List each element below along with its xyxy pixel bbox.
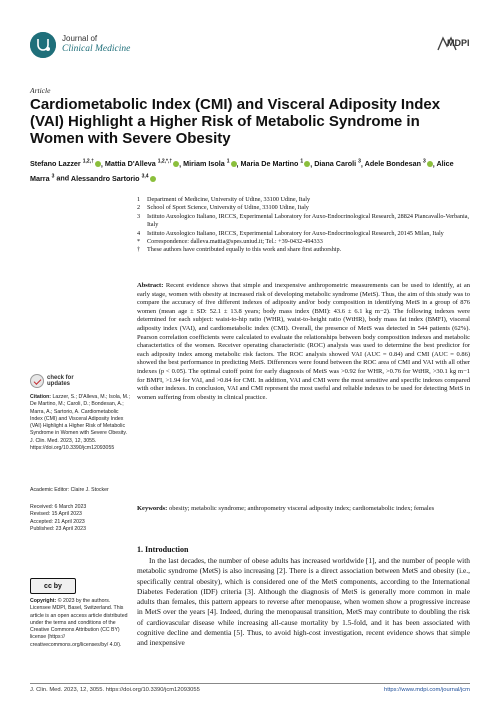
author-separator: ,	[360, 159, 365, 169]
author-name[interactable]: Maria De Martino $^1$	[241, 159, 311, 168]
article-title: Cardiometabolic Index (CMI) and Visceral Adiposity Index (VAI) Highlight a Higher Risk of Metabolic Syndrome in Women with Severe Obesity	[30, 96, 441, 147]
cc-by-license-icon[interactable]	[30, 578, 76, 594]
journal-name-line2: Clinical Medicine	[62, 44, 131, 54]
author-affiliation-marker: 3	[422, 159, 426, 165]
publisher-name: MDPI	[447, 38, 470, 48]
copyright-label: Copyright:	[30, 598, 57, 604]
check-updates-line2: updates	[47, 381, 71, 387]
article-type: Article	[30, 86, 51, 95]
check-updates-icon	[30, 374, 44, 388]
page-footer	[30, 683, 470, 693]
affiliation-text: These authors have contributed equally to this work and share first authorship.	[147, 246, 342, 254]
academic-editor: Academic Editor: Claire J. Stocker	[30, 487, 109, 493]
author-name[interactable]: Miriam Isola $^1$	[183, 159, 236, 168]
affiliation-number: †	[137, 246, 141, 254]
affiliation-number: *	[137, 238, 141, 246]
orcid-icon[interactable]	[150, 176, 156, 182]
affiliation-text: Istituto Auxologico Italiano, IRCCS, Experimental Laboratory for Auxo-Endocrinological Research, 20145 Milan, Italy	[147, 229, 444, 237]
footer-journal-link[interactable]: https://www.mdpi.com/journal/jcm	[383, 687, 470, 693]
date-received: Received: 6 March 2023	[30, 504, 87, 510]
affiliation-text: Department of Medicine, University of Udine, 33100 Udine, Italy	[147, 196, 311, 203]
affiliation-number: 1	[137, 196, 141, 203]
author-separator: ,	[310, 159, 315, 169]
date-published: Published: 23 April 2023	[30, 525, 86, 532]
author-affiliation-marker: 3	[358, 159, 361, 165]
affiliation-number: 4	[137, 229, 141, 237]
affiliation-number: 2	[137, 204, 141, 212]
copyright	[30, 598, 130, 649]
affiliation-text: Correspondence: dalleva.mattia@spes.uniud.it; Tel.: +39-0432-494333	[147, 238, 323, 246]
author-affiliation-marker: 1	[300, 159, 304, 165]
affiliations	[137, 196, 470, 255]
intro-paragraph: In the last decades, the number of obese adults has increased worldwide [1], and the number of people with metabolic syndrome (MetS) is also increasing [2]. There is a direct association between MetS and obesity (i.e., specifically central obesity), which is considered one of the MetS components, according to the International Diabetes Federation (IDF) criteria [3]. Although the diagnosis of MetS is generally more common in male adults than females, this pattern appears to reverse after menopause, when women show a progressive increase in MetS over the years [4]. Indeed, during the menopausal transition, MetS may contribute to doubling the risk of cardiovascular disease while increasing all-cause mortality by 1.5-fold, and it has been associated with cognitive decline and dementia [5]. Thus, to avoid high-cost investigation, recent evidence shows that simple and inexpensive	[137, 556, 470, 648]
abstract-label: Abstract:	[137, 282, 164, 289]
journal-name	[62, 34, 130, 54]
author-name[interactable]: Alice Marra $^3$	[30, 159, 454, 183]
author-separator: ,	[432, 159, 437, 169]
author-separator: ,	[236, 159, 241, 169]
cc-label: cc by	[44, 582, 62, 590]
author-affiliation-marker: 1	[226, 159, 230, 165]
author-name[interactable]: Alessandro Sartorio $^{3,4}$	[71, 174, 156, 183]
affiliation-text: School of Sport Science, University of Udine, 33100 Udine, Italy	[147, 204, 309, 212]
author-affiliation-marker: 3	[51, 173, 55, 180]
affiliation-item	[137, 204, 470, 212]
author-separator: ,	[100, 159, 105, 169]
journal-name-line1: Journal of	[62, 34, 98, 43]
affiliation-item	[137, 246, 470, 254]
check-for-updates-button[interactable]	[30, 372, 100, 390]
keywords-text: obesity; metabolic syndrome; anthropometry visceral adiposity index; cardiometabolic index; females	[168, 505, 435, 512]
date-revised: Revised: 15 April 2023	[30, 511, 82, 518]
section-heading: 1. Introduction	[137, 545, 189, 554]
author-affiliation-marker: 1,2,†	[82, 159, 94, 165]
author-name[interactable]: Diana Caroli $^3$	[314, 159, 361, 169]
dates	[30, 504, 130, 533]
author-affiliation-marker: 3,4	[141, 173, 149, 180]
author-name[interactable]: Mattia D'Alleva $^{1,2,*,\dagger}$	[105, 159, 179, 168]
copyright-text: © 2023 by the authors. Licensee MDPI, Basel, Switzerland. This article is an open access article distributed under the terms and conditions of the Creative Commons Attribution (CC BY) license (https:// creativecommons.org/licenses/by/ 4.0/).	[30, 598, 128, 648]
author-list	[30, 156, 470, 185]
keywords	[137, 505, 470, 514]
stethoscope-icon	[30, 32, 56, 58]
affiliation-item	[137, 238, 470, 246]
footer-citation[interactable]: J. Clin. Med. 2023, 12, 3055. https://doi.org/10.3390/jcm12093055	[30, 687, 200, 693]
author-separator: ,	[179, 159, 184, 169]
author-name[interactable]: Adele Bondesan $^3$	[365, 159, 433, 168]
abstract-text: Recent evidence shows that simple and inexpensive anthropometric measurements can be used to identify, at an early stage, women with obesity at increased risk of developing metabolic syndrome (MetS). Thus, the aim of this study was to compare the accuracy of five different indexes of adiposity and/or body composition in identifying MetS in a group of 876 women (mean age ± SD: 52.1 ± 13.8 years; body mass index (BMI): 43.6 ± 6.1 kg m−2). The following indexes were determined for each subject: waist-to-hip ratio (WHR), waist-to-height ratio (WtHR), body mass fat index (BMFI), visceral adiposity index (VAI), and cardiometabolic index (CMI). Overall, the presence of MetS was detected in 544 patients (62%). Pearson correlation coefficients were calculated to evaluate the relationships between body composition indexes and metabolic characteristics of the women. Receiver operating characteristic (ROC) analysis was used to determine the best predictor for each adiposity index among metabolic risk factors. The ROC analysis showed VAI (AUC = 0.84) and CMI (AUC = 0.86) showed the best performance in predicting MetS. Differences were found between the ROC area of CMI and VAI with all other indexes (p < 0.05). The optimal cutoff point for early diagnosis of MetS was >0.92 for WHR, >0.76 for WtHR, >30.1 kg m−1 for BMFI, >1.94 for VAI, and >0.84 for CMI. In addition, VAI and CMI were the most sensitive and specific indexes compared with other indexes. In conclusion, VAI and CMI represent the most useful and reliable indexes to be used for detecting MetS in women suffering from obesity in clinical practice.	[137, 282, 470, 401]
author-separator: and	[54, 173, 71, 183]
citation-label: Citation:	[30, 394, 52, 400]
introduction	[137, 556, 470, 649]
citation	[30, 394, 130, 452]
date-accepted: Accepted: 21 April 2023	[30, 518, 85, 525]
affiliation-item	[137, 196, 470, 204]
affiliation-item	[137, 213, 470, 230]
citation-text: Lazzer, S.; D'Alleva, M.; Isola, M.; De Martino, M.; Caroli, D.; Bondesan, A.; Marra, A.; Sartorio, A. Cardiometabolic Index (CMI) and Visceral Adiposity Index (VAI) Highlight a Higher Risk of Metabolic Syndrome in Women with Severe Obesity. J. Clin. Med. 2023, 12, 3055. https://doi.org/10.3390/jcm12093055	[30, 394, 130, 452]
author-affiliation-marker: 1,2,*,†	[157, 159, 173, 165]
check-updates-line1: check for	[47, 374, 74, 381]
affiliation-number: 3	[137, 212, 141, 220]
abstract	[137, 282, 470, 402]
affiliation-text: Istituto Auxologico Italiano, IRCCS, Experimental Laboratory for Auxo-Endocrinological Research, 28824 Piancavallo-Verbania, Italy	[147, 212, 470, 229]
affiliation-item	[137, 230, 470, 238]
keywords-label: Keywords:	[137, 505, 168, 512]
author-name[interactable]: Stefano Lazzer $^{1,2,\dagger}$	[30, 159, 101, 168]
